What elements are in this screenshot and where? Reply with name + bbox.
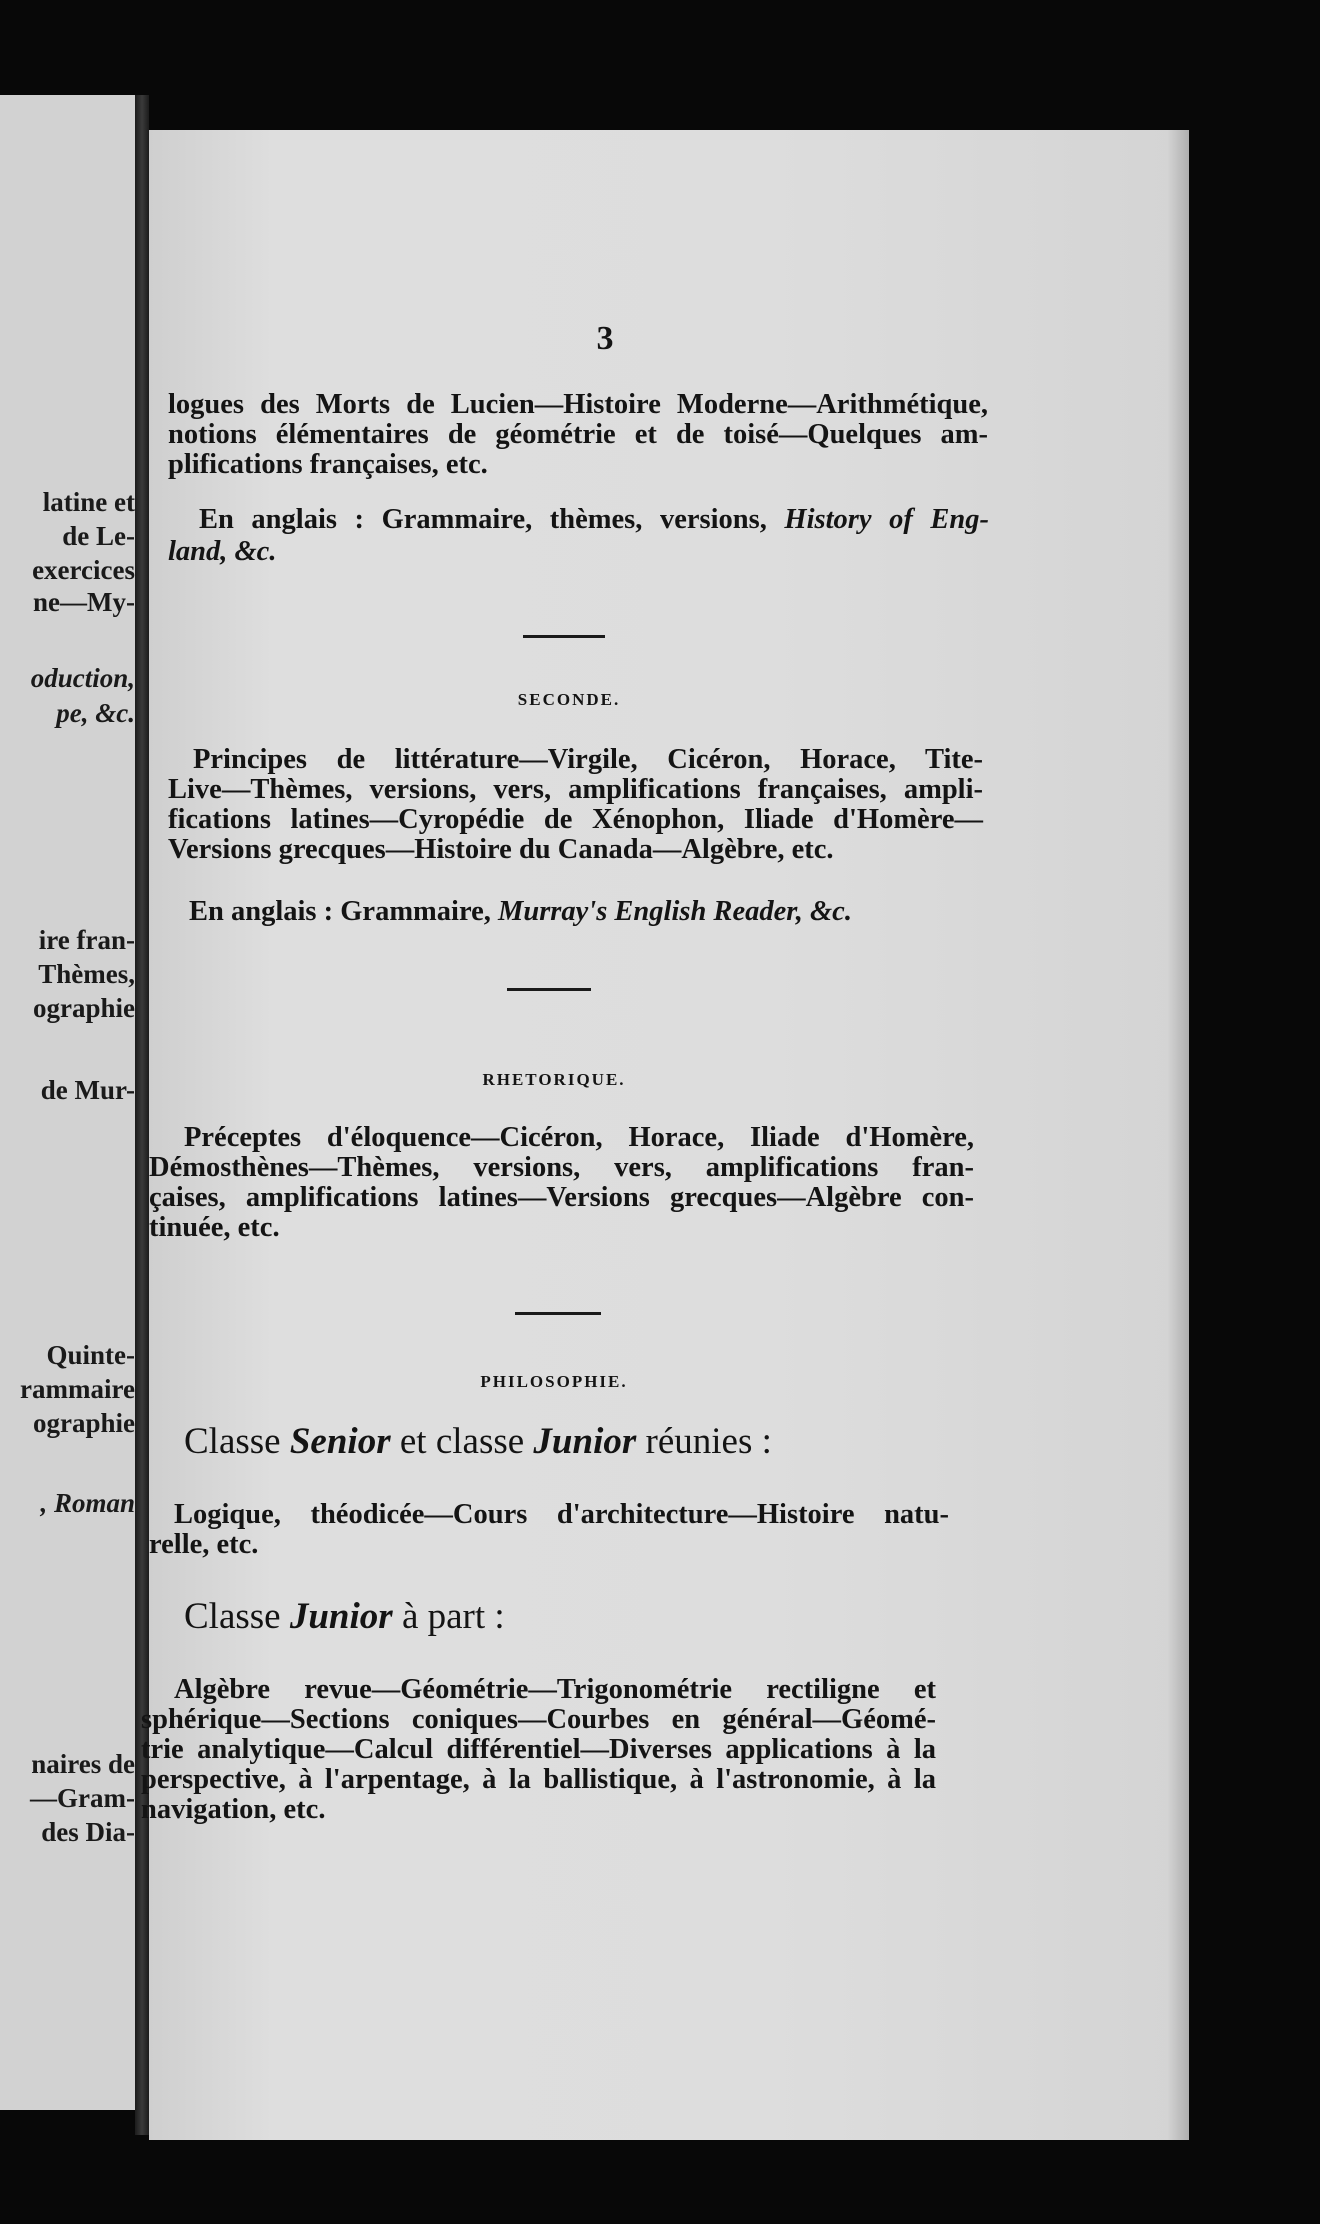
text-line — [189, 897, 989, 927]
section-divider — [515, 1312, 601, 1315]
text-line: trie analytique—Calcul différentiel—Diverses applications à la — [141, 1734, 936, 1765]
left-line: rammaire — [20, 1374, 135, 1404]
class-heading-emphasis: Junior — [533, 1421, 637, 1462]
left-line: , Roman — [40, 1488, 135, 1518]
class-heading-text: et classe — [390, 1421, 534, 1462]
left-line: oduction, — [30, 663, 135, 693]
page — [141, 130, 1189, 2140]
text-line: Démosthènes—Thèmes, versions, vers, amplifications fran- — [149, 1152, 974, 1183]
english-title: land, &c. — [168, 536, 277, 567]
english-title: Murray's English Reader, &c. — [498, 896, 852, 927]
left-line: —Gram- — [30, 1783, 135, 1813]
class-heading-text: Classe — [184, 1596, 290, 1637]
english-label: En anglais : Grammaire, — [189, 896, 499, 927]
text-line: Algèbre revue—Géométrie—Trigonométrie rectiligne et — [174, 1674, 936, 1705]
page-number: 3 — [596, 320, 614, 357]
left-line: de Mur- — [40, 1075, 135, 1105]
left-line: pe, &c. — [56, 698, 135, 728]
philosophie-paragraph-1 — [149, 1500, 949, 1560]
left-line: latine et — [42, 487, 135, 517]
text-line: logues des Morts de Lucien—Histoire Moderne—Arithmétique, — [168, 389, 988, 420]
class-heading-text: réunies : — [636, 1421, 772, 1462]
class-heading-senior-junior — [184, 1420, 772, 1463]
text-line: çaises, amplifications latines—Versions grecques—Algèbre con- — [149, 1182, 974, 1213]
text-line: navigation, etc. — [141, 1794, 326, 1825]
text-line — [199, 505, 989, 535]
section-divider — [507, 988, 591, 991]
text-line: relle, etc. — [149, 1529, 259, 1560]
left-line: ne—My- — [33, 587, 135, 617]
left-line: ographie — [32, 993, 135, 1023]
english-title: History of Eng- — [784, 504, 989, 535]
section-heading-seconde: SECONDE. — [517, 690, 621, 709]
left-line: naires de — [31, 1749, 135, 1779]
class-heading-emphasis: Junior — [289, 1596, 393, 1637]
philosophie-paragraph-2 — [141, 1675, 936, 1825]
left-line: ographie — [32, 1408, 135, 1438]
intro-english — [199, 505, 989, 535]
seconde-paragraph — [168, 745, 983, 865]
intro-english-cont — [168, 537, 468, 567]
class-heading-emphasis: Senior — [289, 1421, 391, 1462]
left-line: Quinte- — [46, 1340, 135, 1370]
class-heading-text: à part : — [392, 1596, 505, 1637]
text-line — [168, 537, 468, 567]
text-line: perspective, à l'arpentage, à la ballistique, à l'astronomie, à la — [141, 1764, 936, 1795]
text-line: fications latines—Cyropédie de Xénophon, Iliade d'Homère— — [168, 804, 983, 835]
text-line: Live—Thèmes, versions, vers, amplifications françaises, ampli- — [168, 774, 983, 805]
class-heading-junior — [184, 1595, 505, 1638]
text-line: notions élémentaires de géométrie et de toisé—Quelques am- — [168, 419, 988, 450]
class-heading-text: Classe — [184, 1421, 290, 1462]
text-line: Logique, théodicée—Cours d'architecture—Histoire natu- — [174, 1499, 949, 1530]
english-label: En anglais : Grammaire, thèmes, versions, — [199, 504, 785, 535]
seconde-english — [189, 897, 989, 927]
left-page-fragment — [0, 95, 135, 2110]
left-line: ire fran- — [38, 925, 135, 955]
text-line: Versions grecques—Histoire du Canada—Algèbre, etc. — [168, 834, 834, 865]
section-heading-rhetorique: RHETORIQUE. — [482, 1070, 626, 1089]
left-line: Thèmes, — [38, 959, 135, 989]
text-line: sphérique—Sections coniques—Courbes en général—Géomé- — [141, 1704, 936, 1735]
section-divider — [523, 635, 605, 638]
section-heading-philosophie: PHILOSOPHIE. — [480, 1372, 628, 1391]
left-line: exercices — [32, 555, 135, 585]
text-line: tinuée, etc. — [149, 1212, 280, 1243]
text-line: Préceptes d'éloquence—Cicéron, Horace, Iliade d'Homère, — [184, 1122, 974, 1153]
left-line: des Dia- — [41, 1817, 135, 1847]
rhetorique-paragraph — [149, 1123, 974, 1243]
page-edge-shadow — [1167, 130, 1189, 2140]
text-line: plifications françaises, etc. — [168, 449, 488, 480]
book-gutter — [135, 95, 149, 2135]
text-line: Principes de littérature—Virgile, Cicéron, Horace, Tite- — [193, 744, 983, 775]
left-line: de Le- — [62, 521, 135, 551]
intro-paragraph — [168, 390, 988, 480]
